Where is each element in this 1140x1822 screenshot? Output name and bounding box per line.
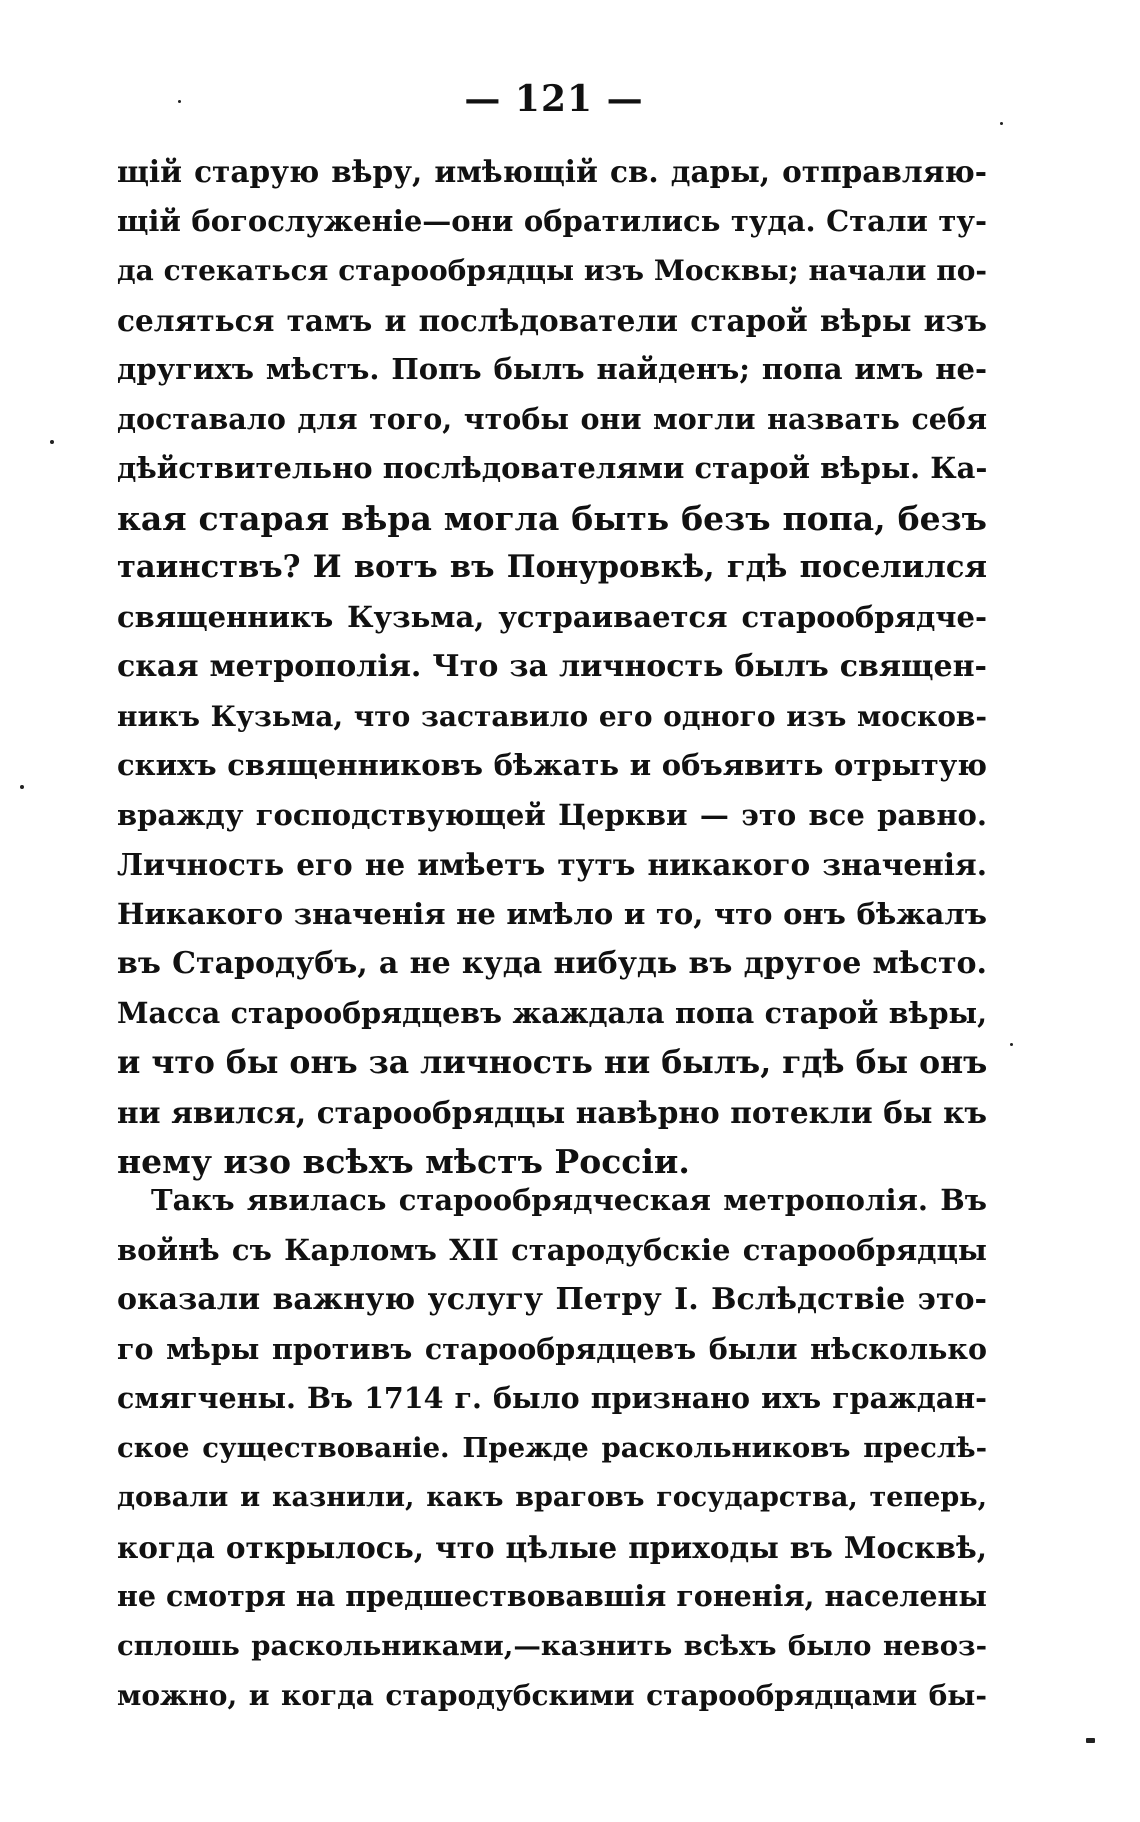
text-line: никъ Кузьма, что заставило его одного изъ москов-	[117, 699, 987, 733]
text-line: не смотря на предшествовавшія гоненія, населены	[117, 1579, 987, 1613]
text-line: другихъ мѣстъ. Попъ былъ найденъ; попа имъ не-	[117, 352, 987, 386]
scan-speck	[20, 785, 24, 789]
text-line: скихъ священниковъ бѣжать и объявить отрытую	[117, 748, 987, 782]
text-line: го мѣры противъ старообрядцевъ были нѣсколько	[117, 1331, 987, 1366]
page-number: — 121 —	[464, 78, 644, 120]
text-line: нему изо всѣхъ мѣстъ Россіи.	[117, 1142, 690, 1181]
text-line: щій старую вѣру, имѣющій св. дары, отправляю-	[117, 154, 987, 189]
text-line: ская метрополія. Что за личность былъ священ-	[117, 649, 987, 684]
text-line: ни явился, старообрядцы навѣрно потекли бы къ	[117, 1094, 987, 1130]
scan-speck	[1010, 1043, 1013, 1046]
paragraph-1	[117, 147, 987, 1187]
text-line: священникъ Кузьма, устраивается старообрядче-	[117, 599, 987, 634]
text-line: таинствъ? И вотъ въ Понуровкѣ, гдѣ поселился	[117, 549, 987, 585]
text-line: ское существованіе. Прежде раскольниковъ преслѣ-	[117, 1431, 987, 1464]
text-line: смягчены. Въ 1714 г. было признано ихъ граждан-	[117, 1381, 987, 1415]
text-line: можно, и когда стародубскими старообрядцами бы-	[117, 1679, 987, 1712]
text-line: да стекаться старообрядцы изъ Москвы; начали по-	[117, 254, 987, 287]
text-line: доставало для того, чтобы они могли назвать себя	[117, 401, 987, 436]
text-line: и что бы онъ за личность ни былъ, гдѣ бы онъ	[117, 1044, 987, 1081]
scan-speck	[1000, 122, 1003, 125]
text-line: въ Стародубъ, а не куда нибудь въ другое мѣсто.	[117, 946, 987, 981]
text-line: селяться тамъ и послѣдователи старой вѣры изъ	[117, 302, 987, 338]
scan-speck	[1086, 1738, 1095, 1743]
text-line: Никакого значенія не имѣло и то, что онъ бѣжалъ	[117, 896, 987, 931]
text-line: оказали важную услугу Петру I. Вслѣдствіе это-	[117, 1282, 987, 1317]
scan-speck	[178, 100, 181, 103]
paragraph-2	[117, 1176, 987, 1721]
text-line: войнѣ съ Карломъ XII стародубскіе старообрядцы	[117, 1232, 987, 1267]
text-line: Такъ явилась старообрядческая метрополія. Въ	[151, 1183, 987, 1217]
text-line: довали и казнили, какъ враговъ государства, теперь,	[117, 1482, 987, 1513]
text-line: кая старая вѣра могла быть безъ попа, безъ	[117, 498, 987, 538]
scan-speck	[50, 440, 54, 444]
text-line: Масса старообрядцевъ жаждала попа старой вѣры,	[117, 995, 987, 1030]
text-line: щій богослуженіе—они обратились туда. Стали ту-	[117, 203, 987, 238]
text-line: когда открылось, что цѣлые приходы въ Москвѣ,	[117, 1529, 987, 1565]
text-line: вражду господствующей Церкви — это все равно.	[117, 797, 987, 832]
text-line: сплошь раскольниками,—казнить всѣхъ было невоз-	[117, 1629, 987, 1662]
text-line: дѣйствительно послѣдователями старой вѣры. Ка-	[117, 451, 987, 485]
text-line: Личность его не имѣетъ тутъ никакого значенія.	[117, 847, 987, 882]
